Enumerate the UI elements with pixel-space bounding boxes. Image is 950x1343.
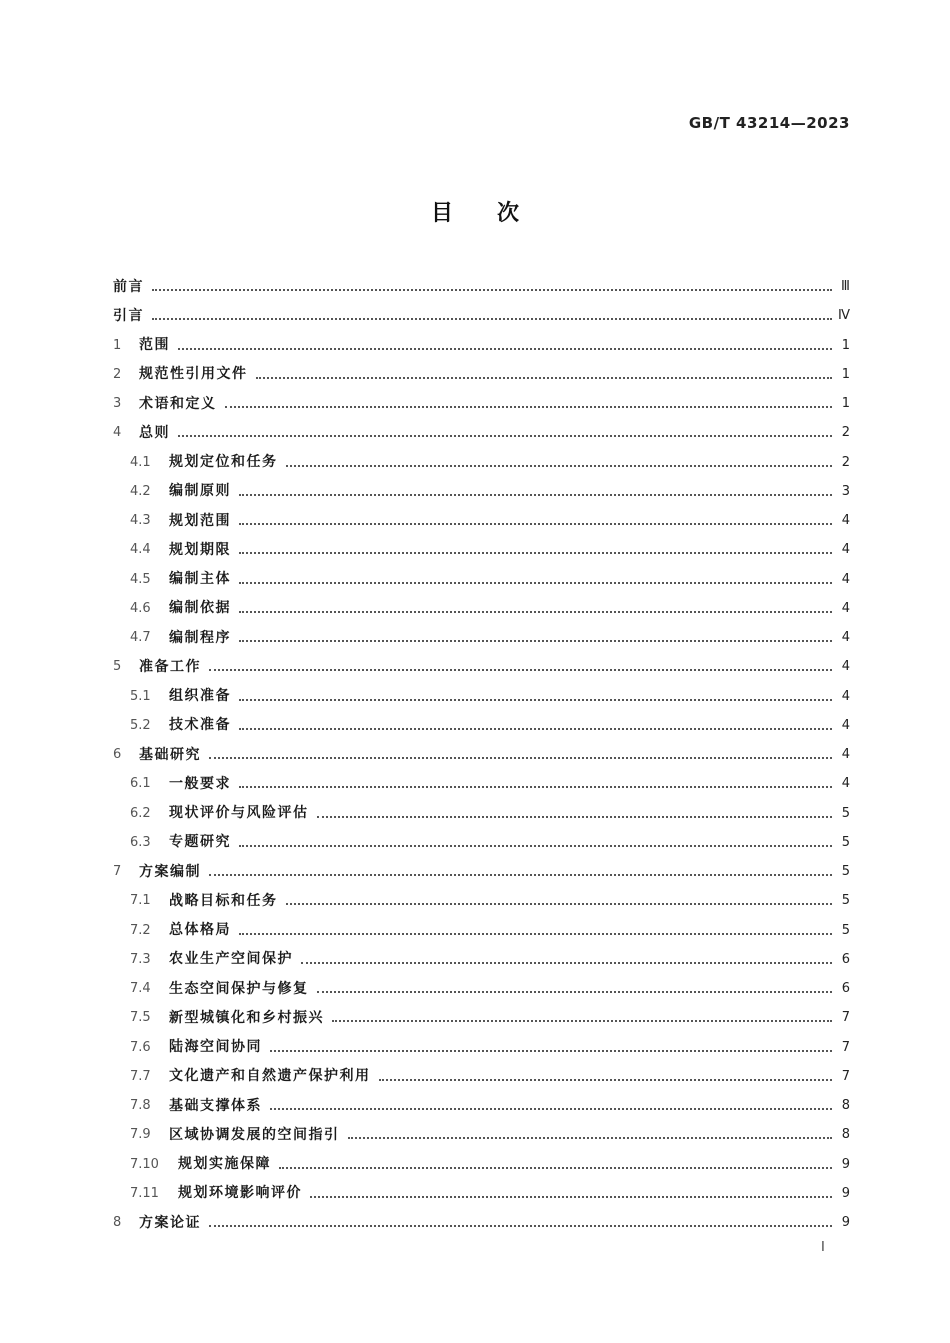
toc-entry-title: 专题研究 xyxy=(169,834,231,851)
toc-entry-number: 7.3 xyxy=(130,951,151,967)
toc-entry-number: 4.1 xyxy=(130,454,151,470)
toc-entry-title: 总则 xyxy=(139,424,170,441)
toc-entry-title: 编制主体 xyxy=(169,571,231,588)
toc-entry-title: 农业生产空间保护 xyxy=(169,951,293,968)
toc-leader-dots xyxy=(239,610,832,613)
toc-entry-page: 2 xyxy=(841,454,850,470)
toc-leader-dots xyxy=(286,464,833,467)
toc-entry-page: 4 xyxy=(841,513,850,529)
toc-entry-page: 9 xyxy=(841,1215,850,1231)
toc-leader-dots xyxy=(152,317,832,320)
toc-entry-title: 引言 xyxy=(113,307,144,324)
toc-entry-page: 6 xyxy=(841,981,850,997)
toc-entry-number: 7.10 xyxy=(130,1156,159,1172)
toc-entry[interactable] xyxy=(113,769,850,798)
toc-entry-title: 陆海空间协同 xyxy=(169,1039,262,1056)
toc-entry-number: 2 xyxy=(113,366,122,382)
toc-entry-title: 一般要求 xyxy=(169,775,231,792)
toc-leader-dots xyxy=(209,668,832,671)
toc-entry-title: 规划实施保障 xyxy=(178,1156,271,1173)
table-of-contents xyxy=(113,272,850,1237)
toc-entry-page: 5 xyxy=(841,834,850,850)
toc-entry-number: 4.4 xyxy=(130,542,151,558)
toc-entry[interactable] xyxy=(113,711,850,740)
toc-leader-dots xyxy=(317,990,833,993)
toc-entry-title: 范围 xyxy=(139,337,170,354)
toc-entry-number: 6.3 xyxy=(130,834,151,850)
toc-entry-title: 基础支撑体系 xyxy=(169,1097,262,1114)
toc-entry-number: 7.5 xyxy=(130,1010,151,1026)
toc-entry-title: 准备工作 xyxy=(139,658,201,675)
toc-entry-title: 编制依据 xyxy=(169,600,231,617)
toc-leader-dots xyxy=(270,1049,832,1052)
toc-entry[interactable] xyxy=(113,594,850,623)
toc-leader-dots xyxy=(301,961,832,964)
toc-entry-page: 2 xyxy=(841,425,850,441)
toc-entry-page: 1 xyxy=(841,337,850,353)
toc-leader-dots xyxy=(279,1166,832,1169)
toc-entry-title: 文化遗产和自然遗产保护利用 xyxy=(169,1068,371,1085)
toc-entry[interactable] xyxy=(113,272,850,301)
toc-entry-number: 3 xyxy=(113,396,122,412)
toc-entry[interactable] xyxy=(113,331,850,360)
toc-entry-title: 方案编制 xyxy=(139,863,201,880)
toc-entry-number: 4.2 xyxy=(130,483,151,499)
toc-entry-number: 1 xyxy=(113,337,122,353)
toc-entry[interactable] xyxy=(113,301,850,330)
toc-entry-title: 技术准备 xyxy=(169,717,231,734)
toc-entry-page: 4 xyxy=(841,717,850,733)
toc-entry-page: 4 xyxy=(841,571,850,587)
toc-entry-number: 6.2 xyxy=(130,805,151,821)
toc-entry-title: 术语和定义 xyxy=(139,395,217,412)
toc-entry-title: 规范性引用文件 xyxy=(139,366,248,383)
toc-leader-dots xyxy=(348,1136,833,1139)
toc-leader-dots xyxy=(310,1195,832,1198)
toc-entry-page: 8 xyxy=(841,1127,850,1143)
toc-entry-page: 7 xyxy=(841,1068,850,1084)
toc-entry-page: 1 xyxy=(841,366,850,382)
toc-entry-page: 4 xyxy=(841,776,850,792)
toc-entry[interactable] xyxy=(113,682,850,711)
toc-entry[interactable] xyxy=(113,916,850,945)
toc-entry[interactable] xyxy=(113,506,850,535)
toc-leader-dots xyxy=(239,932,832,935)
toc-entry[interactable] xyxy=(113,623,850,652)
toc-entry[interactable] xyxy=(113,565,850,594)
toc-entry-title: 新型城镇化和乡村振兴 xyxy=(169,1009,324,1026)
toc-entry-title: 规划范围 xyxy=(169,512,231,529)
toc-entry-number: 4.7 xyxy=(130,630,151,646)
toc-entry[interactable] xyxy=(113,535,850,564)
toc-leader-dots xyxy=(239,522,832,525)
toc-entry-title: 基础研究 xyxy=(139,746,201,763)
toc-entry-title: 战略目标和任务 xyxy=(169,892,278,909)
toc-leader-dots xyxy=(239,639,832,642)
toc-leader-dots xyxy=(379,1078,833,1081)
toc-leader-dots xyxy=(178,434,832,437)
toc-entry-page: 6 xyxy=(841,951,850,967)
toc-entry-page: 7 xyxy=(841,1039,850,1055)
toc-entry-page: 8 xyxy=(841,1098,850,1114)
toc-entry-page: 9 xyxy=(841,1156,850,1172)
toc-leader-dots xyxy=(209,1224,832,1227)
toc-entry-number: 6.1 xyxy=(130,776,151,792)
toc-entry-page: 4 xyxy=(841,600,850,616)
toc-entry[interactable] xyxy=(113,974,850,1003)
toc-entry[interactable] xyxy=(113,886,850,915)
toc-entry-number: 5 xyxy=(113,659,122,675)
toc-entry-page: 5 xyxy=(841,922,850,938)
toc-leader-dots xyxy=(239,844,832,847)
toc-leader-dots xyxy=(286,902,833,905)
toc-entry-title: 区域协调发展的空间指引 xyxy=(169,1126,340,1143)
toc-leader-dots xyxy=(225,405,833,408)
toc-entry-page: 5 xyxy=(841,864,850,880)
toc-leader-dots xyxy=(239,785,832,788)
toc-entry-page: 3 xyxy=(841,483,850,499)
toc-entry[interactable] xyxy=(113,945,850,974)
toc-entry[interactable] xyxy=(113,1179,850,1208)
toc-entry-title: 组织准备 xyxy=(169,688,231,705)
page-title: 目次 xyxy=(430,201,563,226)
toc-entry-title: 规划环境影响评价 xyxy=(178,1185,302,1202)
toc-entry-number: 7.9 xyxy=(130,1127,151,1143)
toc-entry-title: 前言 xyxy=(113,278,144,295)
toc-entry-page: Ⅲ xyxy=(841,279,850,295)
toc-entry[interactable] xyxy=(113,740,850,769)
toc-entry-number: 7.2 xyxy=(130,922,151,938)
toc-entry[interactable] xyxy=(113,1091,850,1120)
page-number: I xyxy=(821,1240,825,1255)
toc-entry-page: 4 xyxy=(841,747,850,763)
toc-entry-number: 7.7 xyxy=(130,1068,151,1084)
toc-leader-dots xyxy=(239,493,832,496)
toc-entry-number: 8 xyxy=(113,1215,122,1231)
toc-entry-page: 4 xyxy=(841,630,850,646)
toc-leader-dots xyxy=(256,376,833,379)
toc-entry[interactable] xyxy=(113,1033,850,1062)
toc-entry-page: 9 xyxy=(841,1185,850,1201)
toc-entry-title: 规划期限 xyxy=(169,541,231,558)
toc-entry-page: 4 xyxy=(841,688,850,704)
toc-leader-dots xyxy=(178,347,832,350)
toc-entry-number: 4.5 xyxy=(130,571,151,587)
toc-entry-title: 现状评价与风险评估 xyxy=(169,805,309,822)
toc-leader-dots xyxy=(152,288,832,291)
toc-entry-page: 1 xyxy=(841,396,850,412)
toc-entry-number: 7.4 xyxy=(130,981,151,997)
toc-entry-title: 规划定位和任务 xyxy=(169,454,278,471)
toc-leader-dots xyxy=(239,551,832,554)
toc-entry[interactable] xyxy=(113,857,850,886)
toc-entry-number: 7.11 xyxy=(130,1185,159,1201)
toc-entry-number: 7.6 xyxy=(130,1039,151,1055)
standard-code: GB/T 43214—2023 xyxy=(688,114,850,132)
toc-entry[interactable] xyxy=(113,418,850,447)
toc-leader-dots xyxy=(209,756,832,759)
toc-entry-number: 7.8 xyxy=(130,1098,151,1114)
toc-entry-number: 4.6 xyxy=(130,600,151,616)
toc-leader-dots xyxy=(239,581,832,584)
toc-entry[interactable] xyxy=(113,652,850,681)
toc-entry-page: 7 xyxy=(841,1010,850,1026)
toc-entry-title: 生态空间保护与修复 xyxy=(169,980,309,997)
toc-leader-dots xyxy=(332,1019,832,1022)
toc-entry[interactable] xyxy=(113,477,850,506)
toc-entry-number: 5.1 xyxy=(130,688,151,704)
toc-leader-dots xyxy=(239,698,832,701)
toc-leader-dots xyxy=(270,1107,832,1110)
toc-entry[interactable] xyxy=(113,360,850,389)
toc-entry-page: Ⅳ xyxy=(838,308,850,324)
toc-entry-title: 总体格局 xyxy=(169,922,231,939)
toc-entry-title: 编制原则 xyxy=(169,483,231,500)
toc-leader-dots xyxy=(317,815,833,818)
toc-entry[interactable] xyxy=(113,1062,850,1091)
toc-entry-page: 4 xyxy=(841,542,850,558)
toc-entry-title: 编制程序 xyxy=(169,629,231,646)
toc-leader-dots xyxy=(209,873,832,876)
toc-entry-number: 4 xyxy=(113,425,122,441)
toc-entry-title: 方案论证 xyxy=(139,1214,201,1231)
toc-entry[interactable] xyxy=(113,799,850,828)
toc-entry-page: 4 xyxy=(841,659,850,675)
toc-entry-page: 5 xyxy=(841,805,850,821)
toc-leader-dots xyxy=(239,727,832,730)
toc-entry[interactable] xyxy=(113,389,850,418)
toc-entry[interactable] xyxy=(113,1150,850,1179)
toc-entry-number: 5.2 xyxy=(130,717,151,733)
toc-entry-number: 7 xyxy=(113,864,122,880)
toc-entry[interactable] xyxy=(113,828,850,857)
toc-entry[interactable] xyxy=(113,1003,850,1032)
toc-entry[interactable] xyxy=(113,1208,850,1237)
toc-entry-number: 6 xyxy=(113,747,122,763)
toc-entry[interactable] xyxy=(113,448,850,477)
toc-entry-page: 5 xyxy=(841,893,850,909)
toc-entry-number: 4.3 xyxy=(130,513,151,529)
toc-entry[interactable] xyxy=(113,1120,850,1149)
toc-entry-number: 7.1 xyxy=(130,893,151,909)
